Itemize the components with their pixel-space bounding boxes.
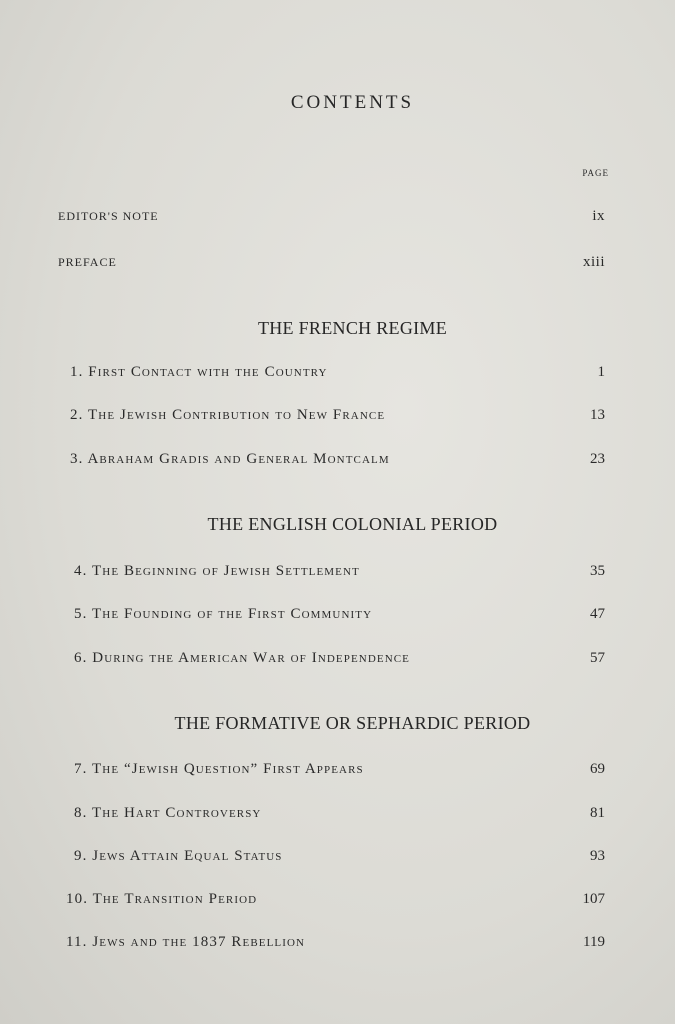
chapter-title: 6. During the American War of Independence <box>74 650 411 666</box>
front-matter-row-editors-note <box>58 208 605 225</box>
front-matter-label: PREFACE <box>58 255 117 269</box>
contents-title: CONTENTS <box>290 92 415 113</box>
chapter-page: 93 <box>590 848 605 864</box>
chapter-row <box>66 891 605 908</box>
chapter-page: 57 <box>590 650 605 666</box>
chapter-row <box>66 934 605 951</box>
chapter-row <box>70 364 605 381</box>
front-matter-page: xiii <box>582 254 605 270</box>
chapter-title: 4. The Beginning of Jewish Settlement <box>74 563 360 579</box>
chapter-page: 69 <box>590 761 605 777</box>
chapter-title: 7. The “Jewish Question” First Appears <box>74 761 364 777</box>
chapter-row <box>74 563 605 580</box>
section-heading-formative-sephardic: THE FORMATIVE OR SEPHARDIC PERIOD <box>174 713 531 733</box>
chapter-title: 3. Abraham Gradis and General Montcalm <box>70 451 390 467</box>
chapter-title: 11. Jews and the 1837 Rebellion <box>66 934 306 950</box>
chapter-title: 5. The Founding of the First Community <box>74 606 373 622</box>
front-matter-page: ix <box>592 208 605 224</box>
chapter-page: 107 <box>582 891 605 907</box>
chapter-title: 8. The Hart Controversy <box>74 805 262 821</box>
chapter-row <box>74 761 605 778</box>
front-matter-label: EDITOR'S NOTE <box>58 209 159 223</box>
chapter-row <box>74 606 605 623</box>
chapter-title: 9. Jews Attain Equal Status <box>74 848 283 864</box>
chapter-row <box>74 805 605 822</box>
chapter-row <box>70 407 605 424</box>
section-heading-english-colonial: THE ENGLISH COLONIAL PERIOD <box>207 514 498 534</box>
chapter-title: 10. The Transition Period <box>66 891 258 907</box>
chapter-page: 47 <box>590 606 605 622</box>
front-matter-row-preface <box>58 254 605 271</box>
chapter-page: 119 <box>583 934 605 950</box>
chapter-page: 1 <box>597 364 605 380</box>
chapter-page: 81 <box>590 805 605 821</box>
chapter-row <box>74 650 605 667</box>
page-column-label: page <box>582 165 609 179</box>
chapter-page: 35 <box>590 563 605 579</box>
chapter-title: 1. First Contact with the Country <box>70 364 328 380</box>
chapter-page: 13 <box>590 407 605 423</box>
chapter-title: 2. The Jewish Contribution to New France <box>70 407 386 423</box>
section-heading-french-regime: THE FRENCH REGIME <box>257 318 448 338</box>
chapter-page: 23 <box>590 451 605 467</box>
chapter-row <box>70 451 605 468</box>
chapter-row <box>74 848 605 865</box>
